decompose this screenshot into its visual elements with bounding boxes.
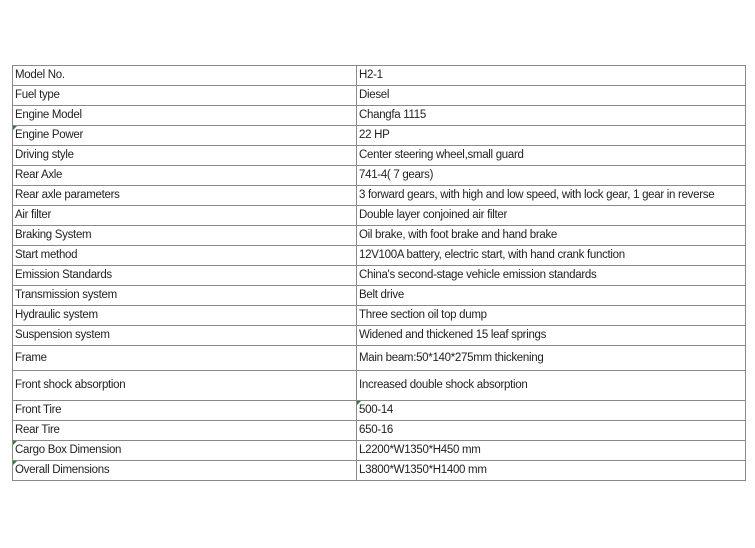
spec-label: Frame: [13, 346, 357, 371]
spec-value: Main beam:50*140*275mm thickening: [357, 346, 746, 371]
table-row: [13, 86, 746, 106]
table-row: [13, 286, 746, 306]
table-row: [13, 346, 746, 371]
spec-label: Start method: [13, 246, 357, 266]
spec-value: 3 forward gears, with high and low speed, with lock gear, 1 gear in reverse: [357, 186, 746, 206]
spec-label: Overall Dimensions: [13, 461, 357, 481]
spec-label: Model No.: [13, 66, 357, 86]
table-row: [13, 66, 746, 86]
spec-value: Changfa 1115: [357, 106, 746, 126]
spec-label: Engine Model: [13, 106, 357, 126]
spec-value: H2-1: [357, 66, 746, 86]
spec-value: Oil brake, with foot brake and hand brake: [357, 226, 746, 246]
spec-value: Three section oil top dump: [357, 306, 746, 326]
spec-value: 650-16: [357, 421, 746, 441]
spec-value: Belt drive: [357, 286, 746, 306]
table-row: [13, 246, 746, 266]
table-row: [13, 226, 746, 246]
spec-value: 741-4( 7 gears): [357, 166, 746, 186]
spec-label: Driving style: [13, 146, 357, 166]
table-row: [13, 306, 746, 326]
spec-label: Air filter: [13, 206, 357, 226]
table-row: [13, 186, 746, 206]
spec-value: 500-14: [357, 401, 746, 421]
table-row: [13, 146, 746, 166]
table-row: [13, 266, 746, 286]
spec-value: Double layer conjoined air filter: [357, 206, 746, 226]
spec-label: Rear Tire: [13, 421, 357, 441]
table-row: [13, 401, 746, 421]
spec-value: Widened and thickened 15 leaf springs: [357, 326, 746, 346]
spec-label: Braking System: [13, 226, 357, 246]
table-row: [13, 126, 746, 146]
spec-label: Hydraulic system: [13, 306, 357, 326]
spec-value: 22 HP: [357, 126, 746, 146]
table-row: [13, 166, 746, 186]
spec-label: Front Tire: [13, 401, 357, 421]
spec-label: Transmission system: [13, 286, 357, 306]
spec-label: Rear axle parameters: [13, 186, 357, 206]
spec-value: L2200*W1350*H450 mm: [357, 441, 746, 461]
spec-label: Suspension system: [13, 326, 357, 346]
table-row: [13, 371, 746, 401]
spec-value: Diesel: [357, 86, 746, 106]
spec-value: Increased double shock absorption: [357, 371, 746, 401]
spec-label: Fuel type: [13, 86, 357, 106]
table-row: [13, 441, 746, 461]
table-row: [13, 461, 746, 481]
spec-label: Rear Axle: [13, 166, 357, 186]
spec-label: Front shock absorption: [13, 371, 357, 401]
spec-label: Engine Power: [13, 126, 357, 146]
spec-value: 12V100A battery, electric start, with hand crank function: [357, 246, 746, 266]
table-row: [13, 206, 746, 226]
spec-table: [12, 65, 746, 481]
table-row: [13, 421, 746, 441]
spec-value: L3800*W1350*H1400 mm: [357, 461, 746, 481]
spec-value: Center steering wheel,small guard: [357, 146, 746, 166]
spec-value: China's second-stage vehicle emission standards: [357, 266, 746, 286]
spec-label: Cargo Box Dimension: [13, 441, 357, 461]
table-row: [13, 106, 746, 126]
spec-label: Emission Standards: [13, 266, 357, 286]
table-row: [13, 326, 746, 346]
